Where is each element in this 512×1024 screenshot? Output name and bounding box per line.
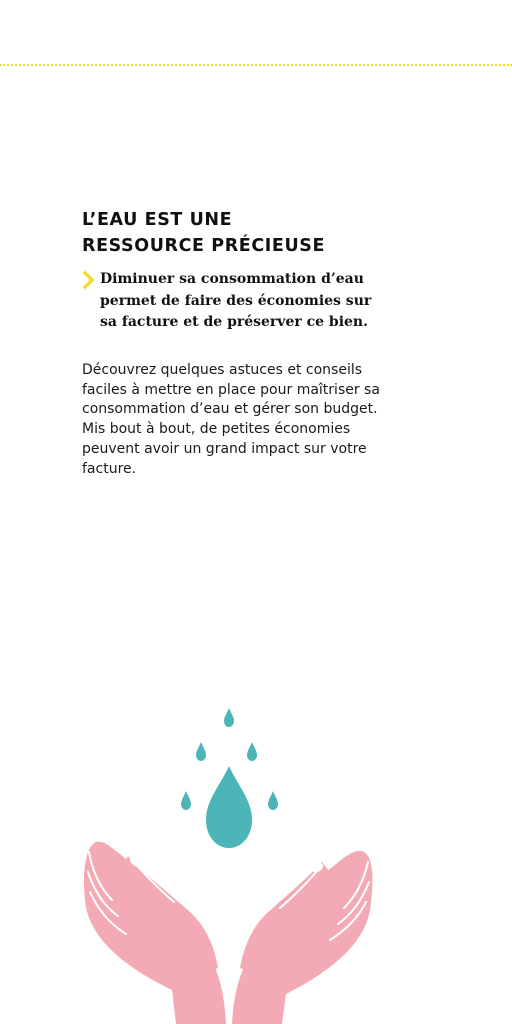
water-drop-icon bbox=[181, 791, 191, 810]
hands-water-drops-icon bbox=[0, 690, 512, 1024]
body-line-3: consommation d’eau et gérer son budget. bbox=[82, 401, 378, 418]
water-drop-icon bbox=[196, 742, 206, 761]
body-line-4: Mis bout à bout, de petites économies bbox=[82, 421, 351, 438]
chevron-right-icon bbox=[82, 270, 96, 290]
water-drop-icon bbox=[224, 708, 234, 727]
water-drop-icon bbox=[268, 791, 278, 810]
intro-line-2: permet de faire des économies sur bbox=[100, 292, 372, 309]
water-drops bbox=[181, 708, 278, 848]
right-hand-icon bbox=[232, 851, 372, 1024]
body-line-6: facture. bbox=[82, 460, 137, 477]
body-line-1: Découvrez quelques astuces et conseils bbox=[82, 362, 363, 378]
intro-text bbox=[100, 269, 371, 334]
heading-line-2: RESSOURCE PRÉCIEUSE bbox=[82, 236, 326, 256]
water-drop-large-icon bbox=[206, 766, 252, 848]
intro-line-3: sa facture et de préserver ce bien. bbox=[100, 314, 368, 330]
body-line-5: peuvent avoir un grand impact sur votre bbox=[82, 440, 367, 457]
water-drop-icon bbox=[247, 742, 257, 761]
page-heading bbox=[82, 207, 325, 259]
dotted-divider bbox=[0, 64, 512, 66]
left-hand-icon bbox=[84, 842, 226, 1024]
body-paragraph bbox=[82, 361, 422, 479]
intro-line-1: Diminuer sa consommation d’eau bbox=[100, 271, 364, 287]
heading-line-1: L’EAU EST UNE bbox=[82, 210, 233, 230]
body-line-2: faciles à mettre en place pour maîtriser sa bbox=[82, 381, 380, 398]
intro-callout bbox=[82, 269, 402, 334]
